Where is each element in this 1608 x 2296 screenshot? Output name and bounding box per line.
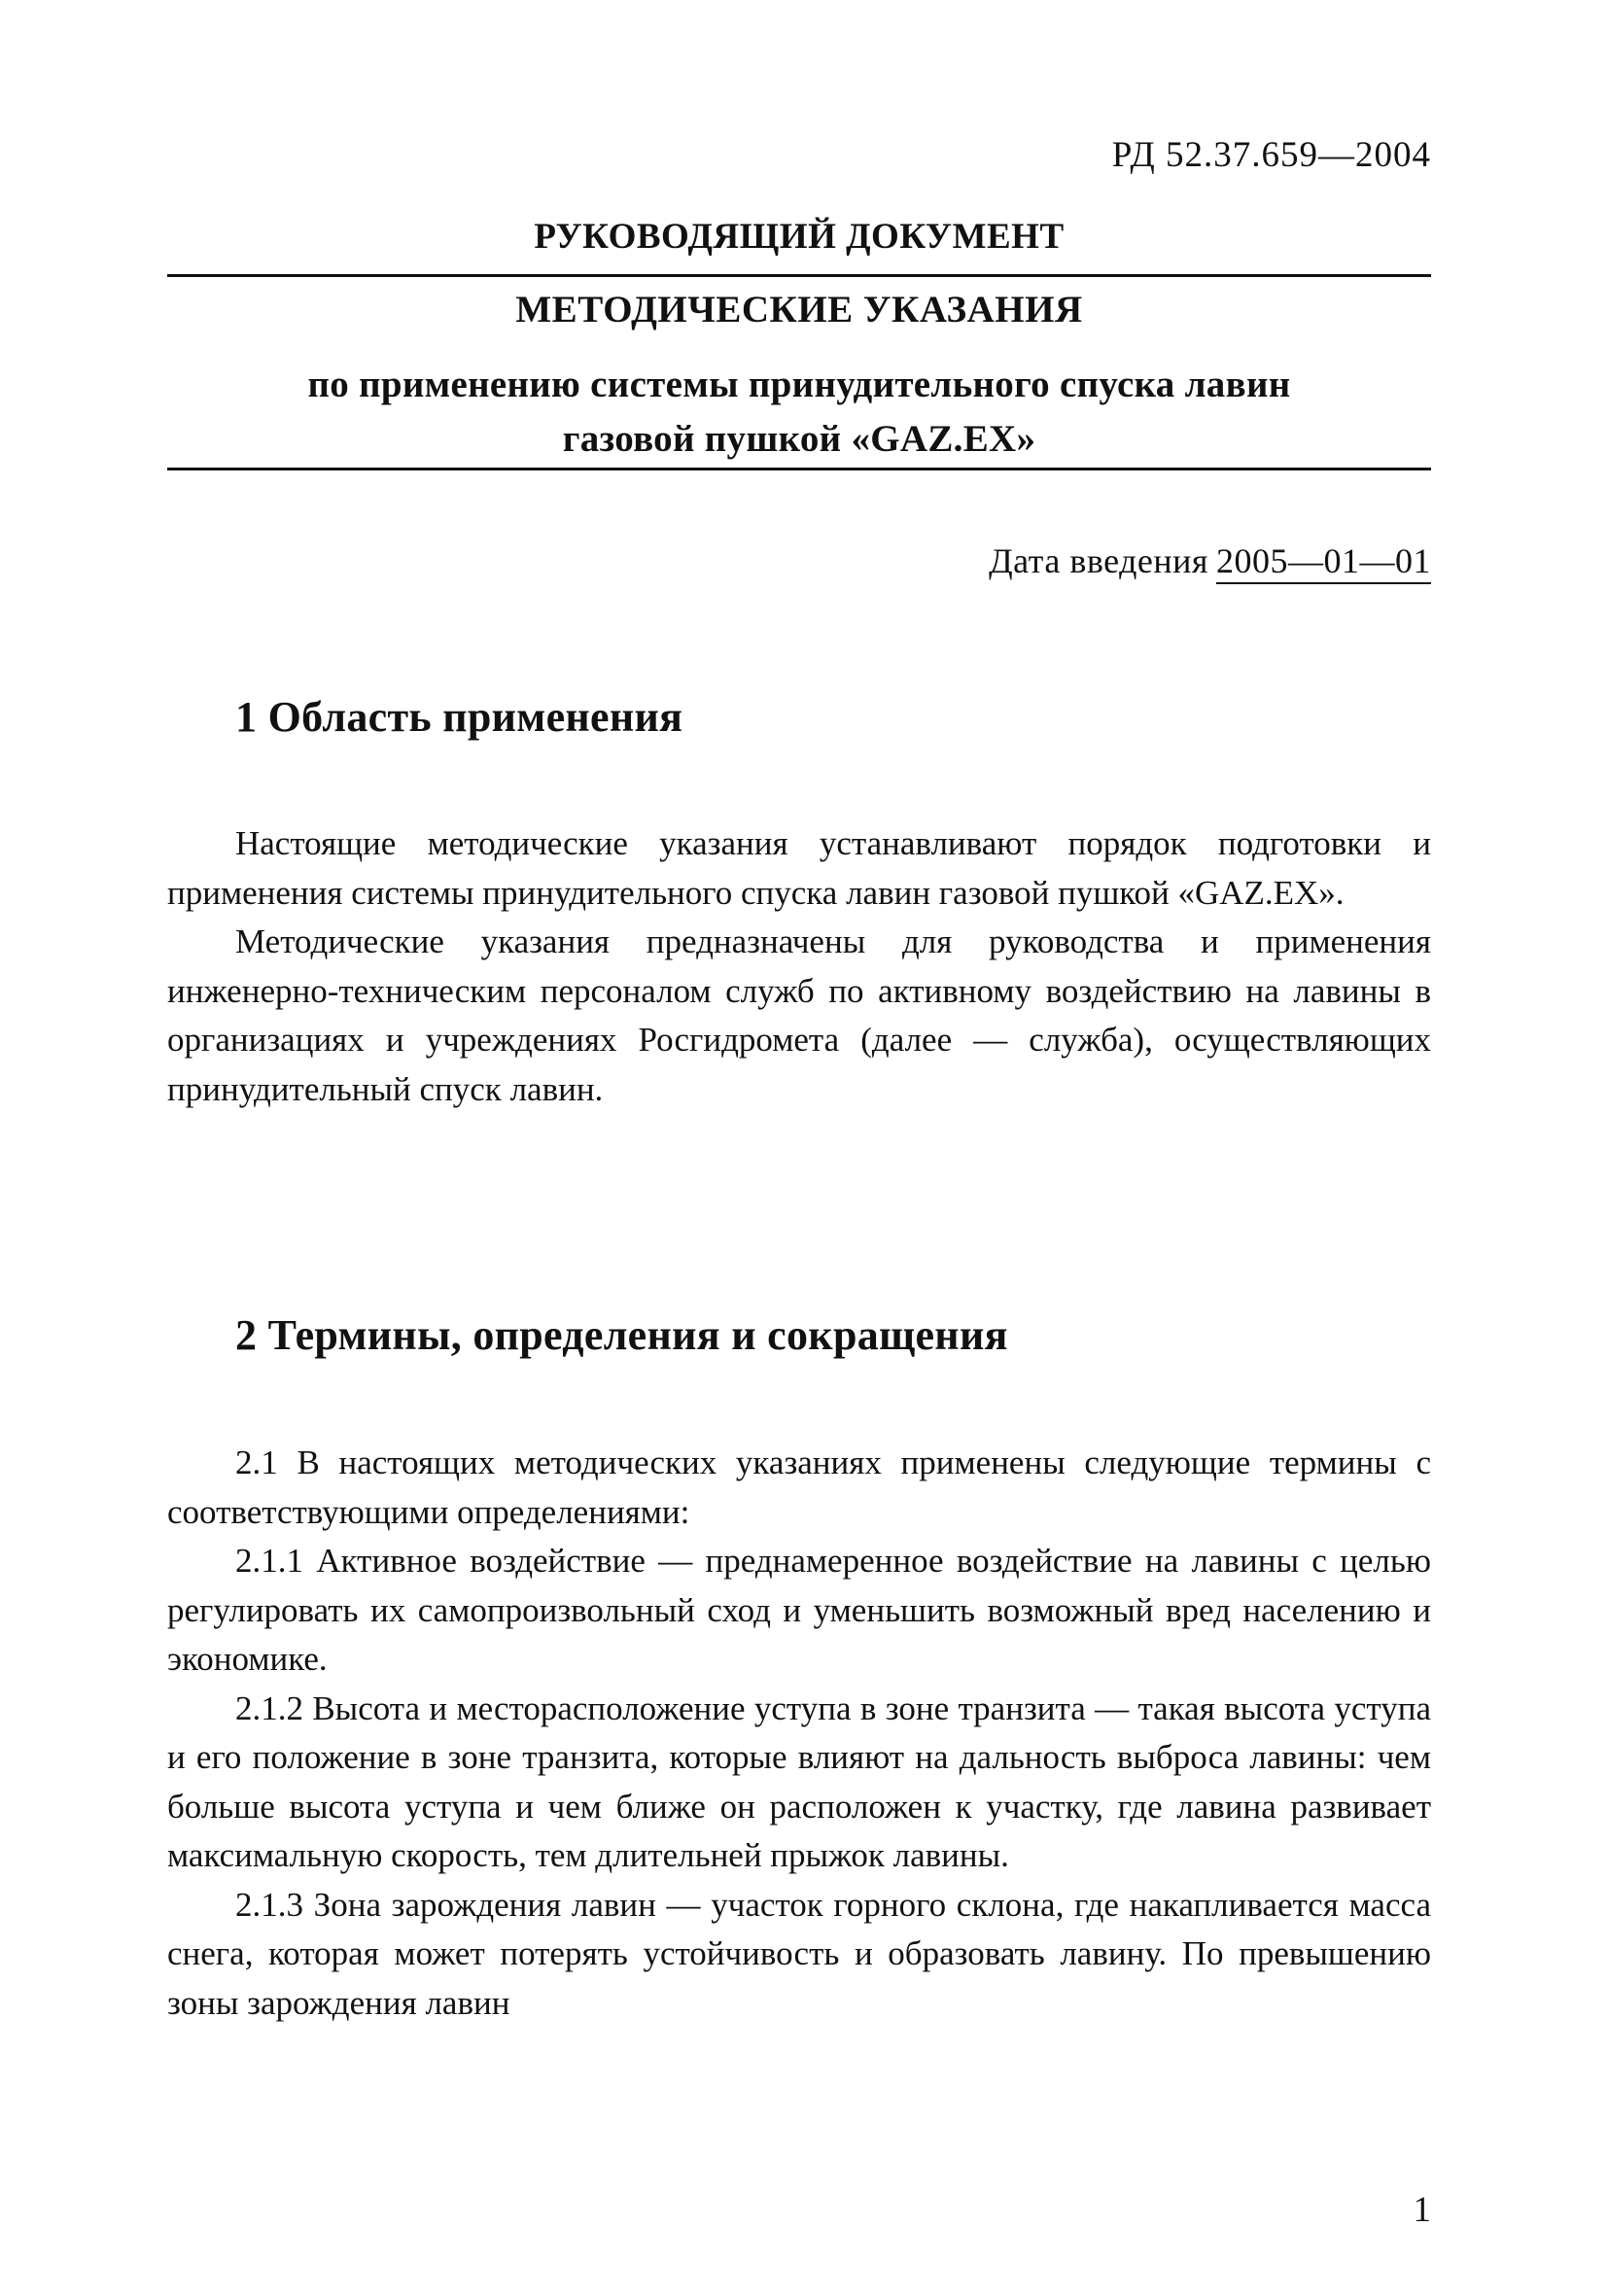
paragraph: 2.1 В настоящих методических указаниях применены следующие термины с соответствующими определениями: xyxy=(167,1444,1431,1531)
document-subtitle xyxy=(167,358,1431,467)
bottom-rule xyxy=(167,468,1431,470)
document-code: РД 52.37.659—2004 xyxy=(1111,135,1431,175)
paragraph: Методические указания предназначены для руководства и применения инженерно-техническим персоналом служб по активному воздействию на лавины в организациях и учреждениях Росгидромета (далее — служба), осуществляющих принудительный спуск лавин. xyxy=(167,922,1431,1108)
subtitle-line-2: газовой пушкой «GAZ.EX» xyxy=(562,418,1036,460)
introduction-date-value: 2005—01—01 xyxy=(1216,541,1431,584)
introduction-date xyxy=(989,540,1431,581)
section-2-heading: 2 Термины, определения и сокращения xyxy=(235,1311,1008,1359)
section-1-body xyxy=(167,819,1431,1114)
document-title: МЕТОДИЧЕСКИЕ УКАЗАНИЯ xyxy=(515,289,1083,330)
document-type: РУКОВОДЯЩИЙ ДОКУМЕНТ xyxy=(534,217,1065,257)
subtitle-line-1: по применению системы принудительного спуска лавин xyxy=(307,364,1291,405)
paragraph: 2.1.1 Активное воздействие — преднамеренное воздействие на лавины с целью регулировать их самопроизвольный сход и уменьшить возможный вред населению и экономике. xyxy=(167,1542,1431,1678)
introduction-date-label: Дата введения xyxy=(989,541,1208,580)
page-number: 1 xyxy=(1413,2190,1431,2230)
paragraph: Настоящие методические указания устанавливают порядок подготовки и применения системы принудительного спуска лавин газовой пушкой «GAZ.EX». xyxy=(167,824,1431,912)
top-rule xyxy=(167,274,1431,277)
section-2-body xyxy=(167,1439,1431,2028)
section-1-heading: 1 Область применения xyxy=(235,693,683,741)
paragraph: 2.1.3 Зона зарождения лавин — участок горного склона, где накапливается масса снега, которая может потерять устойчивость и образовать лавину. По превышению зоны зарождения лавин xyxy=(167,1885,1431,2022)
paragraph: 2.1.2 Высота и месторасположение уступа в зоне транзита — такая высота уступа и его положение в зоне транзита, которые влияют на дальность выброса лавины: чем больше высота уступа и чем ближе он расположен к участку, где лавина развивает максимальную скорость, тем длительней прыжок лавины. xyxy=(167,1688,1431,1874)
